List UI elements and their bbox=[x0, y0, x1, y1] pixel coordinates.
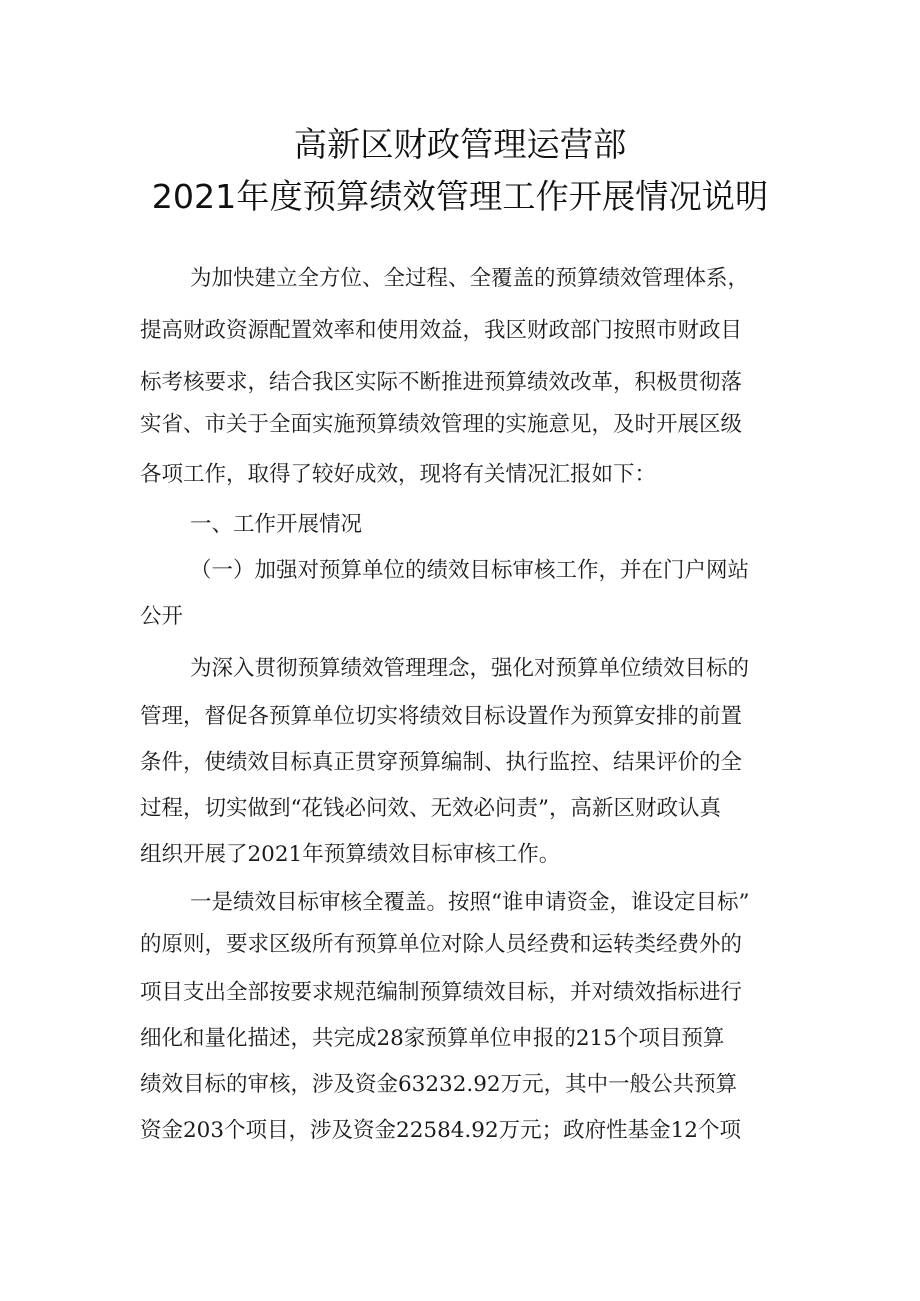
paragraph-2-line-4: 过程，切实做到“花钱必问效、无效必问责”，高新区财政认真 bbox=[140, 796, 721, 821]
paragraph-3-line-5: 绩效目标的审核，涉及资金63232.92万元，其中一般公共预算 bbox=[140, 1072, 738, 1097]
subheading-1-line-2: 公开 bbox=[140, 604, 184, 629]
paragraph-3-line-3: 项目支出全部按要求规范编制预算绩效目标，并对绩效指标进行 bbox=[140, 980, 743, 1005]
paragraph-3-line-2: 的原则，要求区级所有预算单位对除人员经费和运转类经费外的 bbox=[140, 932, 743, 957]
paragraph-3-line-6: 资金203个项目，涉及资金22584.92万元；政府性基金12个项 bbox=[140, 1118, 741, 1143]
section-heading-1: 一、工作开展情况 bbox=[190, 512, 363, 537]
paragraph-2-line-3: 条件，使绩效目标真正贯穿预算编制、执行监控、结果评价的全 bbox=[140, 750, 743, 775]
document-title-line-1: 高新区财政管理运营部 bbox=[293, 125, 627, 164]
paragraph-2-line-2: 管理，督促各预算单位切实将绩效目标设置作为预算安排的前置 bbox=[140, 704, 743, 729]
paragraph-2-line-5: 组织开展了2021年预算绩效目标审核工作。 bbox=[140, 842, 561, 867]
paragraph-3-line-1: 一是绩效目标审核全覆盖。按照“谁申请资金，谁设定目标” bbox=[190, 890, 750, 915]
paragraph-2-line-1: 为深入贯彻预算绩效管理理念，强化对预算单位绩效目标的 bbox=[190, 656, 750, 681]
paragraph-3-line-4: 细化和量化描述，共完成28家预算单位申报的215个项目预算 bbox=[140, 1026, 725, 1051]
paragraph-1-line-3: 标考核要求，结合我区实际不断推进预算绩效改革，积极贯彻落 bbox=[140, 370, 743, 395]
paragraph-1-line-5: 各项工作，取得了较好成效，现将有关情况汇报如下： bbox=[140, 462, 657, 487]
subheading-1-line-1: （一）加强对预算单位的绩效目标审核工作，并在门户网站 bbox=[190, 558, 750, 583]
document-title-line-2: 2021年度预算绩效管理工作开展情况说明 bbox=[151, 177, 769, 216]
paragraph-1-line-2: 提高财政资源配置效率和使用效益，我区财政部门按照市财政目 bbox=[140, 318, 743, 343]
paragraph-1-line-1: 为加快建立全方位、全过程、全覆盖的预算绩效管理体系， bbox=[190, 266, 750, 291]
paragraph-1-line-4: 实省、市关于全面实施预算绩效管理的实施意见，及时开展区级 bbox=[140, 412, 743, 437]
